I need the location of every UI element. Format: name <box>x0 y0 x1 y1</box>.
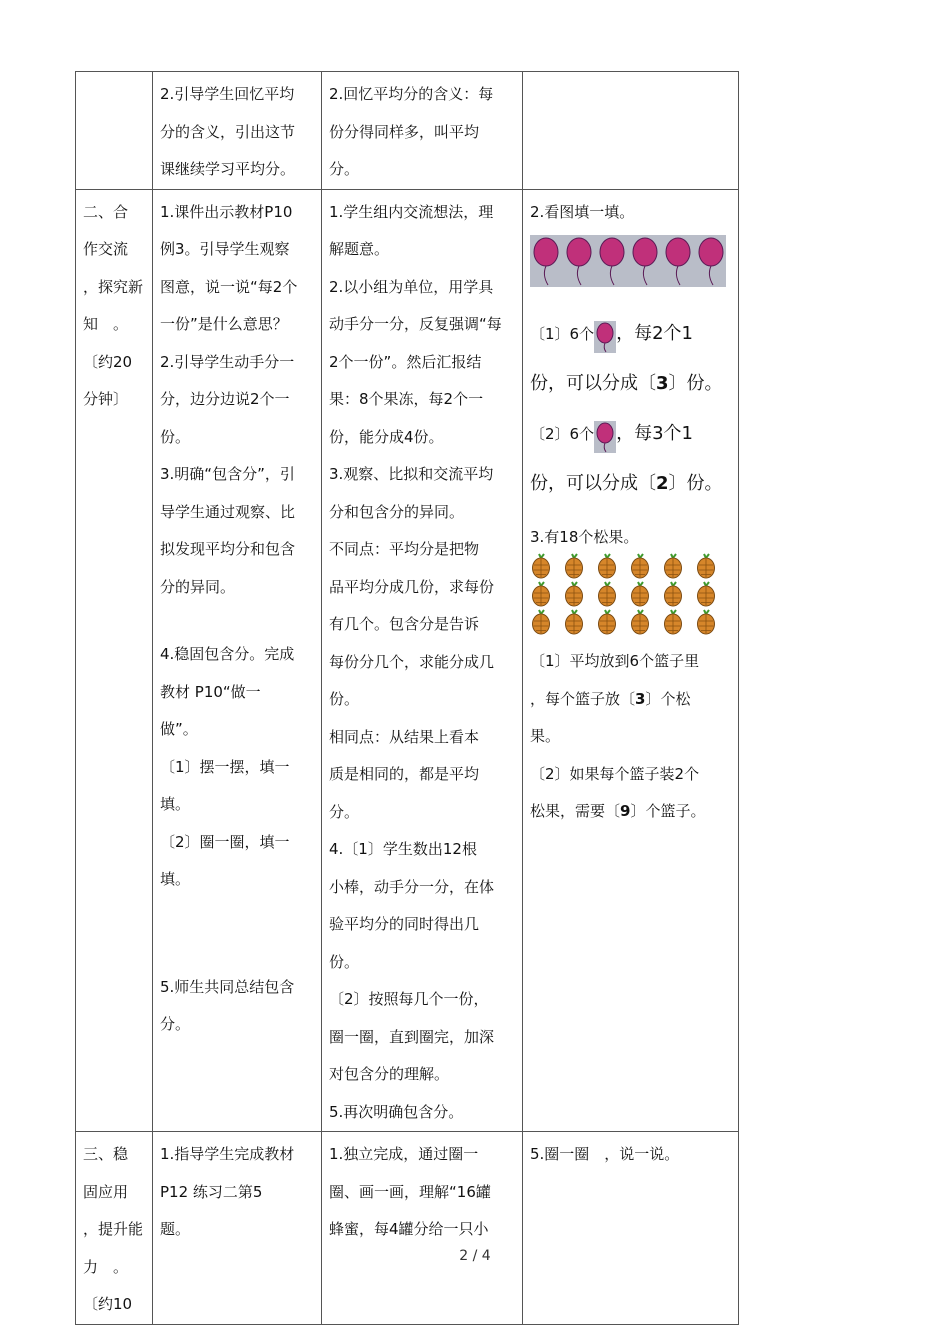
student-line: 质是相同的，都是平均 <box>329 765 480 783</box>
student-line: 5.再次明确包含分。 <box>329 1102 464 1121</box>
student-line: 不同点：平均分是把物 <box>329 540 480 558</box>
exercise-title: 2.看图填一填。 <box>530 202 635 221</box>
balloon-icon <box>534 238 558 285</box>
pinecone-icon <box>629 553 662 581</box>
balloon-icon <box>594 321 616 353</box>
student-line: 2个一份”。然后汇报结 <box>329 352 482 371</box>
question-2-line-a: 〔2〕6个 ，每3个1 <box>530 409 732 459</box>
stage-cell: 三、稳 固应用 ，提升能 力 。 〔约10 <box>76 1132 153 1325</box>
pinecone-row <box>530 581 732 609</box>
pinecone-icon <box>695 553 728 581</box>
pinecone-icon <box>662 553 695 581</box>
pinecone-icon <box>695 609 728 637</box>
student-line: 分。 <box>329 802 360 821</box>
balloon-icon <box>600 238 624 285</box>
balloon-picture <box>530 235 726 287</box>
student-line: 品平均分成几份，求每份 <box>329 577 495 596</box>
pinecone-icon <box>530 581 563 609</box>
stage-cell <box>76 72 153 190</box>
student-line: 2.以小组为单位，用学具 <box>329 277 494 296</box>
pinecone-icon <box>662 609 695 637</box>
pinecone-icon <box>530 553 563 581</box>
table-row <box>76 189 739 1132</box>
pinecone-icon <box>662 581 695 609</box>
student-activity-cell <box>322 189 523 1132</box>
pinecone-row <box>530 609 732 637</box>
teacher-activity-cell: 1.课件出示教材P10 例3。引导学生观察 图意，说一说“每2个 一份”是什么意思？ 2.引导学生动手分一 分，边分边说2个一 份。 3.明确“包含分”，引 导学生通过观察、比 拟发现平均分和包含 分的异同。 4.稳固包含分。完成 教材 P10“做一 做”。 〔1〕摆一摆，填一 填。 〔2〕圈一圈，填一 填。 5.师生共同总结包含 分。 <box>153 189 322 1132</box>
pinecone-icon <box>563 581 596 609</box>
pinecone-icon <box>530 609 563 637</box>
question-1-line-b: 份，可以分成〔3〕份。 <box>530 373 723 394</box>
student-line: 份，能分成4份。 <box>329 427 444 446</box>
student-line: 相同点：从结果上看本 <box>329 727 480 746</box>
answer-value: 2 <box>656 473 669 494</box>
balloon-icon <box>666 238 690 285</box>
teacher-activity-cell: 1.指导学生完成教材 P12 练习二第5 题。 <box>153 1132 322 1325</box>
answer-value: 3 <box>635 689 646 708</box>
balloon-icon <box>699 238 723 285</box>
student-line: 3.观察、比拟和交流平均 <box>329 465 494 483</box>
pinecone-icon <box>596 553 629 581</box>
student-line: 份。 <box>329 690 360 708</box>
student-line: 〔2〕按照每几个一份， <box>329 990 489 1008</box>
answer-value: 9 <box>620 802 631 820</box>
student-line: 验平均分的同时得出几 <box>329 915 480 933</box>
student-activity-cell: 1.独立完成，通过圈一 圈、画一画，理解“16罐 蜂蜜，每4罐分给一只小 <box>322 1132 523 1325</box>
question-2-line-b: 份，可以分成〔2〕份。 <box>530 473 723 494</box>
pinecone-icon <box>596 581 629 609</box>
pinecone-icon <box>695 581 728 609</box>
teacher-activity-cell: 2.引导学生回忆平均 分的含义，引出这节 课继续学习平均分。 <box>153 72 322 190</box>
student-line: 有几个。包含分是告诉 <box>329 615 480 633</box>
question-1-line-a: 〔1〕6个 ，每2个1 <box>530 309 732 359</box>
student-activity-cell: 2.回忆平均分的含义：每 份分得同样多，叫平均 分。 <box>322 72 523 190</box>
student-line: 1.学生组内交流想法，理 <box>329 202 494 221</box>
table-row <box>76 1132 739 1325</box>
student-line: 解题意。 <box>329 240 390 258</box>
exercise-3-title: 3.有18个松果。 <box>530 528 639 546</box>
student-line: 份。 <box>329 952 360 971</box>
student-line: 4.〔1〕学生数出12根 <box>329 840 477 858</box>
pinecone-icon <box>629 609 662 637</box>
student-line: 动手分一分，反复强调“每 <box>329 315 502 333</box>
exercise-cell: 5.圈一圈 ，说一说。 <box>523 1132 739 1325</box>
pinecone-row <box>530 553 732 581</box>
balloon-icon <box>633 238 657 285</box>
balloon-icon <box>594 421 616 453</box>
table-row <box>76 72 739 190</box>
exercise-cell: 2.看图填一填。 〔1〕6个 ，每2个1 份，可以分成〔3〕份。 〔2〕6个 ，每3个1 份，可以分成〔2〕份。 3.有18个松果。 〔1〕平均放到6个篮子里 ，每个篮子放〔3〕个松 果。 〔2〕如果每个篮子装2个 松果，需要〔9〕个篮子。 <box>523 189 739 1132</box>
student-line: 对包含分的理解。 <box>329 1065 450 1083</box>
student-line: 小棒，动手分一分，在体 <box>329 877 495 896</box>
page-number: 2 / 4 <box>459 1248 491 1264</box>
lesson-plan-table <box>75 71 739 1325</box>
student-line: 分和包含分的异同。 <box>329 502 465 521</box>
student-line: 果：8个果冻，每2个一 <box>329 390 484 408</box>
student-line: 圈一圈，直到圈完，加深 <box>329 1027 495 1046</box>
pinecone-picture <box>530 553 732 637</box>
pinecone-icon <box>563 553 596 581</box>
balloon-icon <box>567 238 591 285</box>
exercise-cell <box>523 72 739 190</box>
answer-value: 3 <box>656 373 669 394</box>
student-line: 每份分几个，求能分成几 <box>329 652 495 671</box>
pinecone-icon <box>563 609 596 637</box>
pinecone-icon <box>596 609 629 637</box>
pinecone-icon <box>629 581 662 609</box>
stage-cell: 二、合 作交流 ，探究新 知 。 〔约20 分钟〕 <box>76 189 153 1132</box>
